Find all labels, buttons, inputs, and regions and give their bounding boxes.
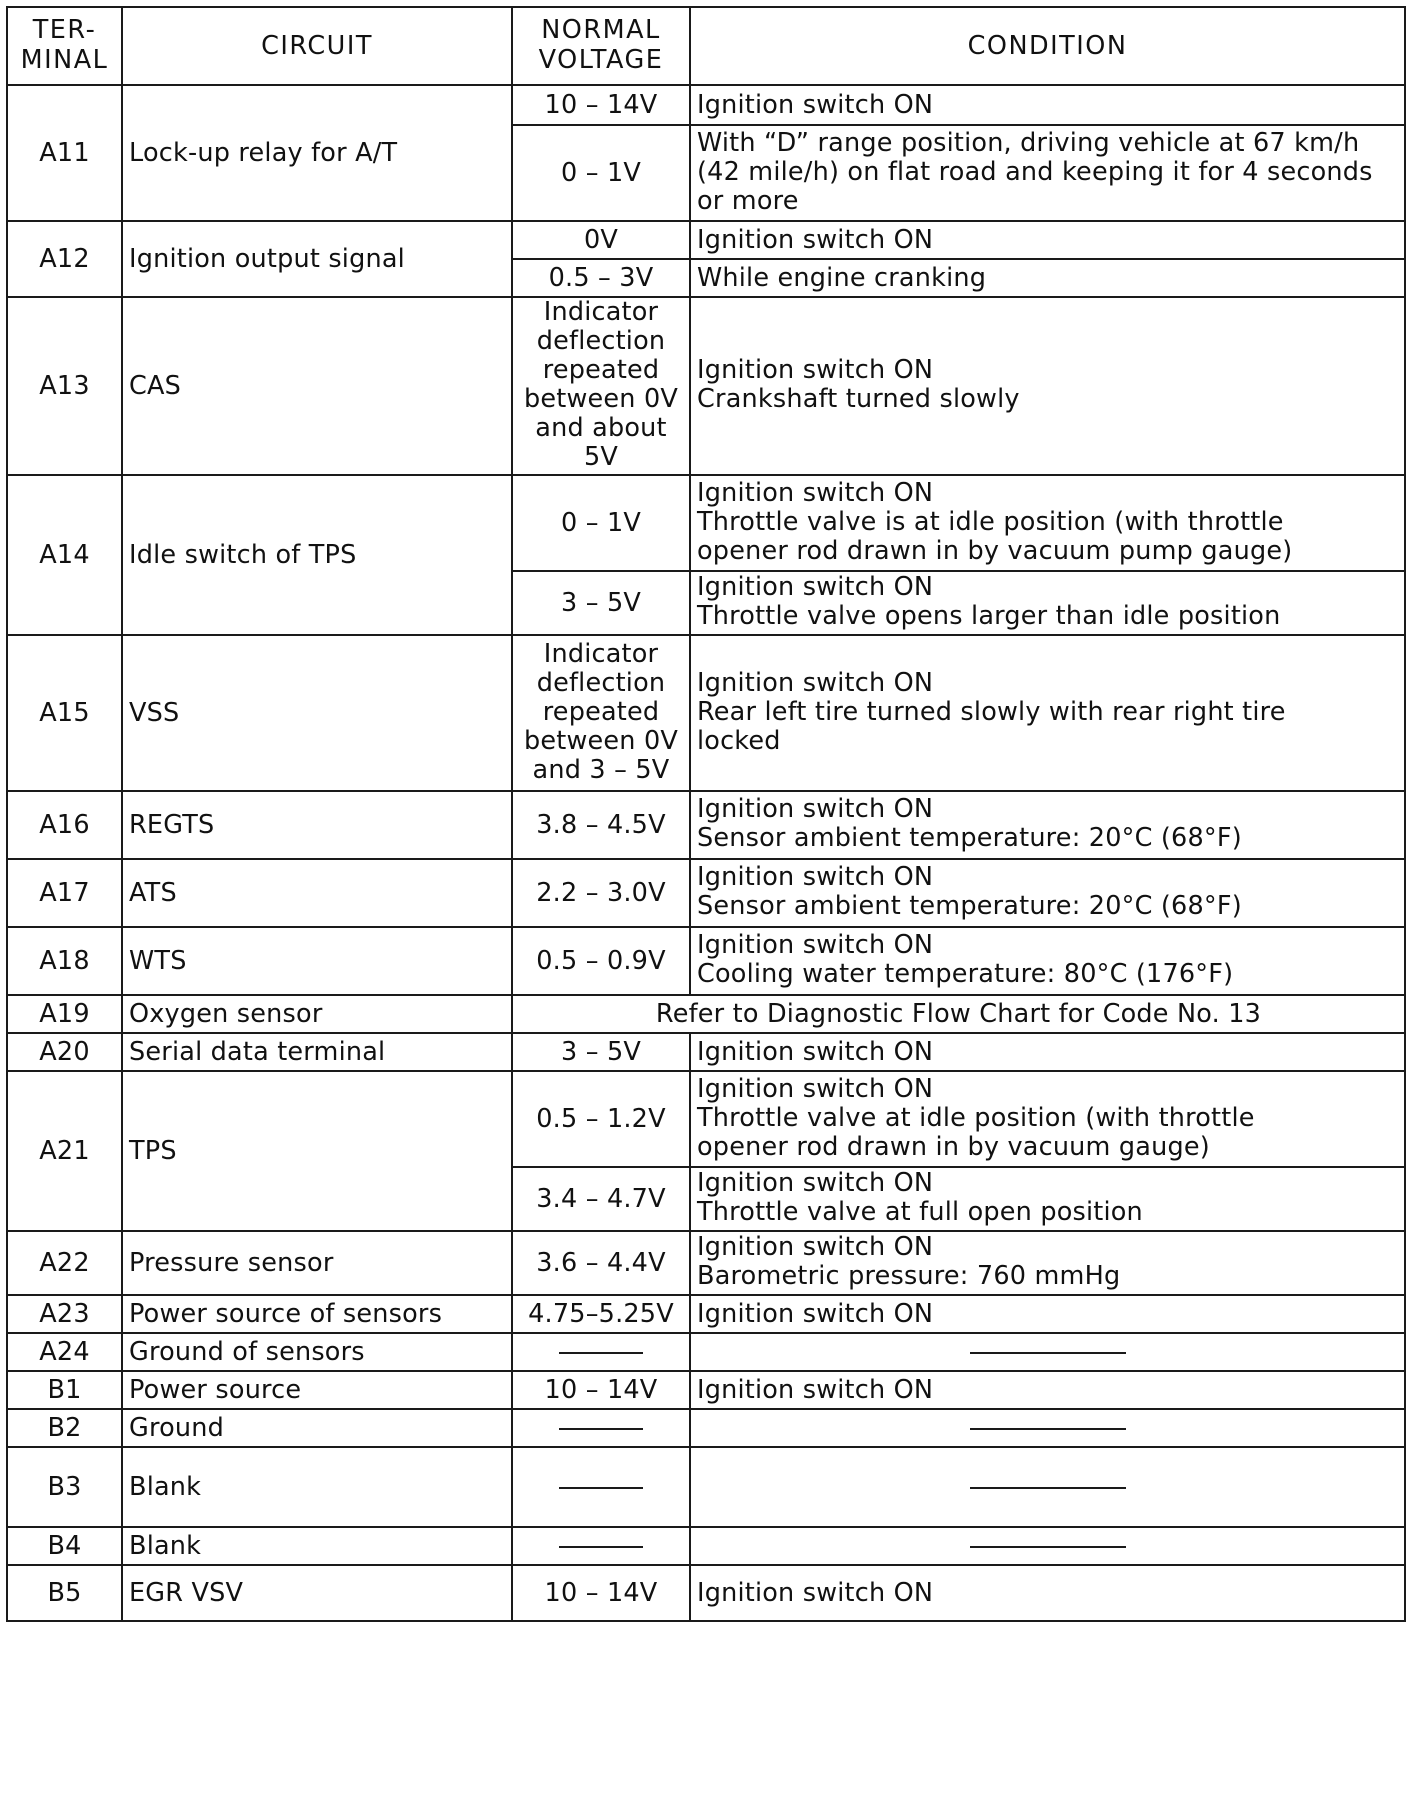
condition-text: Ignition switch ON Crankshaft turned slowly: [697, 355, 1020, 414]
voltage-value: 2.2 – 3.0V: [536, 877, 666, 908]
condition-text: Ignition switch ON Rear left tire turned slowly with rear right tire locked: [697, 667, 1286, 756]
terminal-cell: [7, 1333, 122, 1371]
condition-cell: [690, 571, 1405, 635]
circuit-name: Oxygen sensor: [129, 998, 323, 1029]
terminal-cell: [7, 1071, 122, 1231]
condition-text: Ignition switch ON Throttle valve is at idle position (with throttle opener rod drawn in by vacuum pump gauge): [697, 477, 1293, 566]
voltage-value: 10 – 14V: [544, 1577, 658, 1608]
condition-cell: [690, 859, 1405, 927]
condition-cell: [690, 791, 1405, 859]
terminal-cell: [7, 1295, 122, 1333]
voltage-value: 3.8 – 4.5V: [536, 809, 666, 840]
terminal-id: B3: [47, 1471, 82, 1502]
voltage-cell: [512, 635, 690, 791]
circuit-cell: [122, 297, 512, 475]
terminal-id: A13: [39, 370, 90, 401]
circuit-name: Ignition output signal: [129, 243, 405, 274]
circuit-cell: [122, 927, 512, 995]
circuit-name: Ground: [129, 1412, 224, 1443]
circuit-name: Blank: [129, 1471, 202, 1502]
voltage-cell: [512, 259, 690, 297]
voltage-header: [512, 7, 690, 85]
condition-cell: [690, 259, 1405, 297]
condition-text: Ignition switch ON: [697, 89, 934, 120]
terminal-id: A24: [39, 1336, 90, 1367]
table-row: [7, 635, 1405, 791]
voltage-value: 4.75–5.25V: [528, 1298, 674, 1329]
circuit-name: WTS: [129, 945, 187, 976]
condition-text: Ignition switch ON Barometric pressure: 760 mmHg: [697, 1232, 1121, 1291]
condition-cell: [690, 927, 1405, 995]
condition-cell: [690, 1295, 1405, 1333]
terminal-cell: [7, 995, 122, 1033]
terminal-id: A16: [39, 809, 90, 840]
terminal-id: A15: [39, 697, 90, 728]
circuit-name: ATS: [129, 877, 177, 908]
voltage-cell: [512, 221, 690, 259]
terminal-id: A14: [39, 539, 90, 570]
condition-text: Ignition switch ON: [697, 1374, 934, 1405]
terminal-id: A20: [39, 1036, 90, 1067]
terminal-id: B2: [47, 1412, 82, 1443]
voltage-cell: [512, 571, 690, 635]
terminal-header: [7, 7, 122, 85]
circuit-header: [122, 7, 512, 85]
condition-text: Ignition switch ON: [697, 1036, 934, 1067]
condition-text: With “D” range position, driving vehicle at 67 km/h (42 mile/h) on flat road and keeping it for 4 seconds or more: [697, 127, 1373, 216]
not-applicable-dash: [559, 1487, 643, 1489]
not-applicable-dash: [970, 1546, 1126, 1548]
voltage-value: 3.4 – 4.7V: [536, 1183, 666, 1214]
condition-text: While engine cranking: [697, 262, 987, 293]
voltage-cell: [512, 1295, 690, 1333]
table-row: [7, 1333, 1405, 1371]
circuit-cell: [122, 1071, 512, 1231]
table-row: [7, 859, 1405, 927]
terminal-cell: [7, 1565, 122, 1621]
condition-cell: [690, 1447, 1405, 1527]
condition-header: [690, 7, 1405, 85]
condition-cell: [690, 1071, 1405, 1167]
reference-note: Refer to Diagnostic Flow Chart for Code No. 13: [655, 998, 1262, 1029]
terminal-cell: [7, 221, 122, 297]
condition-cell: [690, 1565, 1405, 1621]
table-row: [7, 1527, 1405, 1565]
circuit-cell: [122, 1409, 512, 1447]
voltage-cell: [512, 475, 690, 571]
condition-cell: [690, 221, 1405, 259]
condition-text: Ignition switch ON Cooling water temperature: 80°C (176°F): [697, 930, 1234, 989]
voltage-cell: [512, 927, 690, 995]
circuit-name: REGTS: [129, 809, 215, 840]
circuit-cell: [122, 1565, 512, 1621]
circuit-name: Lock-up relay for A/T: [129, 137, 398, 168]
circuit-cell: [122, 995, 512, 1033]
condition-text: Ignition switch ON Throttle valve at idle position (with throttle opener rod drawn in by vacuum gauge): [697, 1073, 1255, 1162]
voltage-value: 0 – 1V: [560, 507, 642, 538]
condition-text: Ignition switch ON: [697, 1577, 934, 1608]
table-header: [7, 7, 1405, 85]
condition-text: Ignition switch ON: [697, 224, 934, 255]
terminal-id: A11: [39, 137, 90, 168]
table-row: [7, 475, 1405, 571]
voltage-value: 0V: [583, 224, 619, 255]
document-page: [6, 6, 1404, 1622]
condition-cell: [690, 125, 1405, 221]
circuit-cell: [122, 85, 512, 221]
terminal-header-label: TER- MINAL: [20, 15, 109, 75]
condition-cell: [690, 1527, 1405, 1565]
terminal-cell: [7, 927, 122, 995]
circuit-name: Power source: [129, 1374, 302, 1405]
terminal-id: A12: [39, 243, 90, 274]
terminal-cell: [7, 1231, 122, 1295]
table-row: [7, 221, 1405, 259]
voltage-value: 0.5 – 1.2V: [536, 1103, 666, 1134]
table-row: [7, 1295, 1405, 1333]
table-row: [7, 1033, 1405, 1071]
table-row: [7, 1447, 1405, 1527]
voltage-cell: [512, 1371, 690, 1409]
table-row: [7, 791, 1405, 859]
voltage-cell: [512, 1231, 690, 1295]
circuit-name: Ground of sensors: [129, 1336, 365, 1367]
voltage-cell: [512, 297, 690, 475]
circuit-name: TPS: [129, 1135, 177, 1166]
table-row: [7, 1565, 1405, 1621]
table-row: [7, 927, 1405, 995]
voltage-value: 0.5 – 3V: [548, 262, 654, 293]
voltage-value: 10 – 14V: [544, 1374, 658, 1405]
terminal-cell: [7, 1527, 122, 1565]
terminal-cell: [7, 1447, 122, 1527]
circuit-cell: [122, 635, 512, 791]
not-applicable-dash: [970, 1428, 1126, 1430]
voltage-cell: [512, 791, 690, 859]
terminal-cell: [7, 297, 122, 475]
circuit-name: Pressure sensor: [129, 1247, 334, 1278]
condition-header-label: CONDITION: [967, 30, 1128, 61]
circuit-cell: [122, 1295, 512, 1333]
circuit-cell: [122, 1333, 512, 1371]
table-row: [7, 1071, 1405, 1167]
terminal-cell: [7, 1371, 122, 1409]
voltage-cell: [512, 1167, 690, 1231]
terminal-cell: [7, 475, 122, 635]
terminal-voltage-table: [6, 6, 1406, 1622]
terminal-id: B4: [47, 1530, 82, 1561]
circuit-cell: [122, 1371, 512, 1409]
circuit-name: Serial data terminal: [129, 1036, 386, 1067]
not-applicable-dash: [970, 1352, 1126, 1354]
circuit-name: CAS: [129, 370, 182, 401]
circuit-cell: [122, 475, 512, 635]
condition-cell: [690, 1409, 1405, 1447]
circuit-cell: [122, 221, 512, 297]
condition-cell: [690, 1333, 1405, 1371]
terminal-cell: [7, 1409, 122, 1447]
not-applicable-dash: [970, 1487, 1126, 1489]
condition-text: Ignition switch ON Sensor ambient temperature: 20°C (68°F): [697, 794, 1242, 853]
voltage-cell: [512, 1333, 690, 1371]
terminal-id: A17: [39, 877, 90, 908]
voltage-value: Indicator deflection repeated between 0V and about 5V: [523, 297, 679, 472]
condition-cell: [690, 1167, 1405, 1231]
voltage-cell: [512, 859, 690, 927]
table-row: [7, 1409, 1405, 1447]
circuit-cell: [122, 1527, 512, 1565]
terminal-id: B1: [47, 1374, 82, 1405]
voltage-cell: [512, 1409, 690, 1447]
terminal-id: A23: [39, 1298, 90, 1329]
circuit-name: Blank: [129, 1530, 202, 1561]
terminal-cell: [7, 1033, 122, 1071]
not-applicable-dash: [559, 1546, 643, 1548]
voltage-value: 3.6 – 4.4V: [536, 1247, 666, 1278]
circuit-cell: [122, 1447, 512, 1527]
voltage-value: 3 – 5V: [560, 1036, 642, 1067]
terminal-id: B5: [47, 1577, 82, 1608]
condition-cell: [690, 297, 1405, 475]
condition-cell: [690, 635, 1405, 791]
terminal-id: A19: [39, 998, 90, 1029]
voltage-value: 0 – 1V: [560, 157, 642, 188]
voltage-cell: [512, 85, 690, 125]
table-row: [7, 297, 1405, 475]
voltage-value: Indicator deflection repeated between 0V and 3 – 5V: [523, 638, 679, 785]
not-applicable-dash: [559, 1428, 643, 1430]
circuit-name: Idle switch of TPS: [129, 539, 357, 570]
condition-text: Ignition switch ON: [697, 1298, 934, 1329]
not-applicable-dash: [559, 1352, 643, 1354]
circuit-name: Power source of sensors: [129, 1298, 443, 1329]
circuit-cell: [122, 1033, 512, 1071]
voltage-header-label: NORMAL VOLTAGE: [538, 15, 664, 75]
table-body: [7, 85, 1405, 1621]
terminal-cell: [7, 635, 122, 791]
condition-text: Ignition switch ON Throttle valve at full open position: [697, 1168, 1143, 1227]
voltage-value: 3 – 5V: [560, 587, 642, 618]
table-row: [7, 1371, 1405, 1409]
reference-note-cell: [512, 995, 1405, 1033]
table-row: [7, 85, 1405, 125]
condition-cell: [690, 1371, 1405, 1409]
table-row: [7, 995, 1405, 1033]
terminal-cell: [7, 85, 122, 221]
condition-cell: [690, 475, 1405, 571]
terminal-id: A18: [39, 945, 90, 976]
circuit-cell: [122, 859, 512, 927]
condition-cell: [690, 1033, 1405, 1071]
circuit-cell: [122, 791, 512, 859]
voltage-cell: [512, 1447, 690, 1527]
circuit-cell: [122, 1231, 512, 1295]
voltage-value: 10 – 14V: [544, 89, 658, 120]
condition-text: Ignition switch ON Throttle valve opens larger than idle position: [697, 572, 1281, 631]
terminal-cell: [7, 791, 122, 859]
voltage-cell: [512, 1565, 690, 1621]
voltage-cell: [512, 1071, 690, 1167]
terminal-cell: [7, 859, 122, 927]
circuit-name: VSS: [129, 697, 180, 728]
terminal-id: A22: [39, 1247, 90, 1278]
terminal-id: A21: [39, 1135, 90, 1166]
voltage-value: 0.5 – 0.9V: [536, 945, 666, 976]
condition-text: Ignition switch ON Sensor ambient temperature: 20°C (68°F): [697, 862, 1242, 921]
voltage-cell: [512, 1527, 690, 1565]
condition-cell: [690, 1231, 1405, 1295]
table-row: [7, 1231, 1405, 1295]
voltage-cell: [512, 125, 690, 221]
circuit-header-label: CIRCUIT: [261, 30, 373, 61]
circuit-name: EGR VSV: [129, 1577, 244, 1608]
voltage-cell: [512, 1033, 690, 1071]
condition-cell: [690, 85, 1405, 125]
